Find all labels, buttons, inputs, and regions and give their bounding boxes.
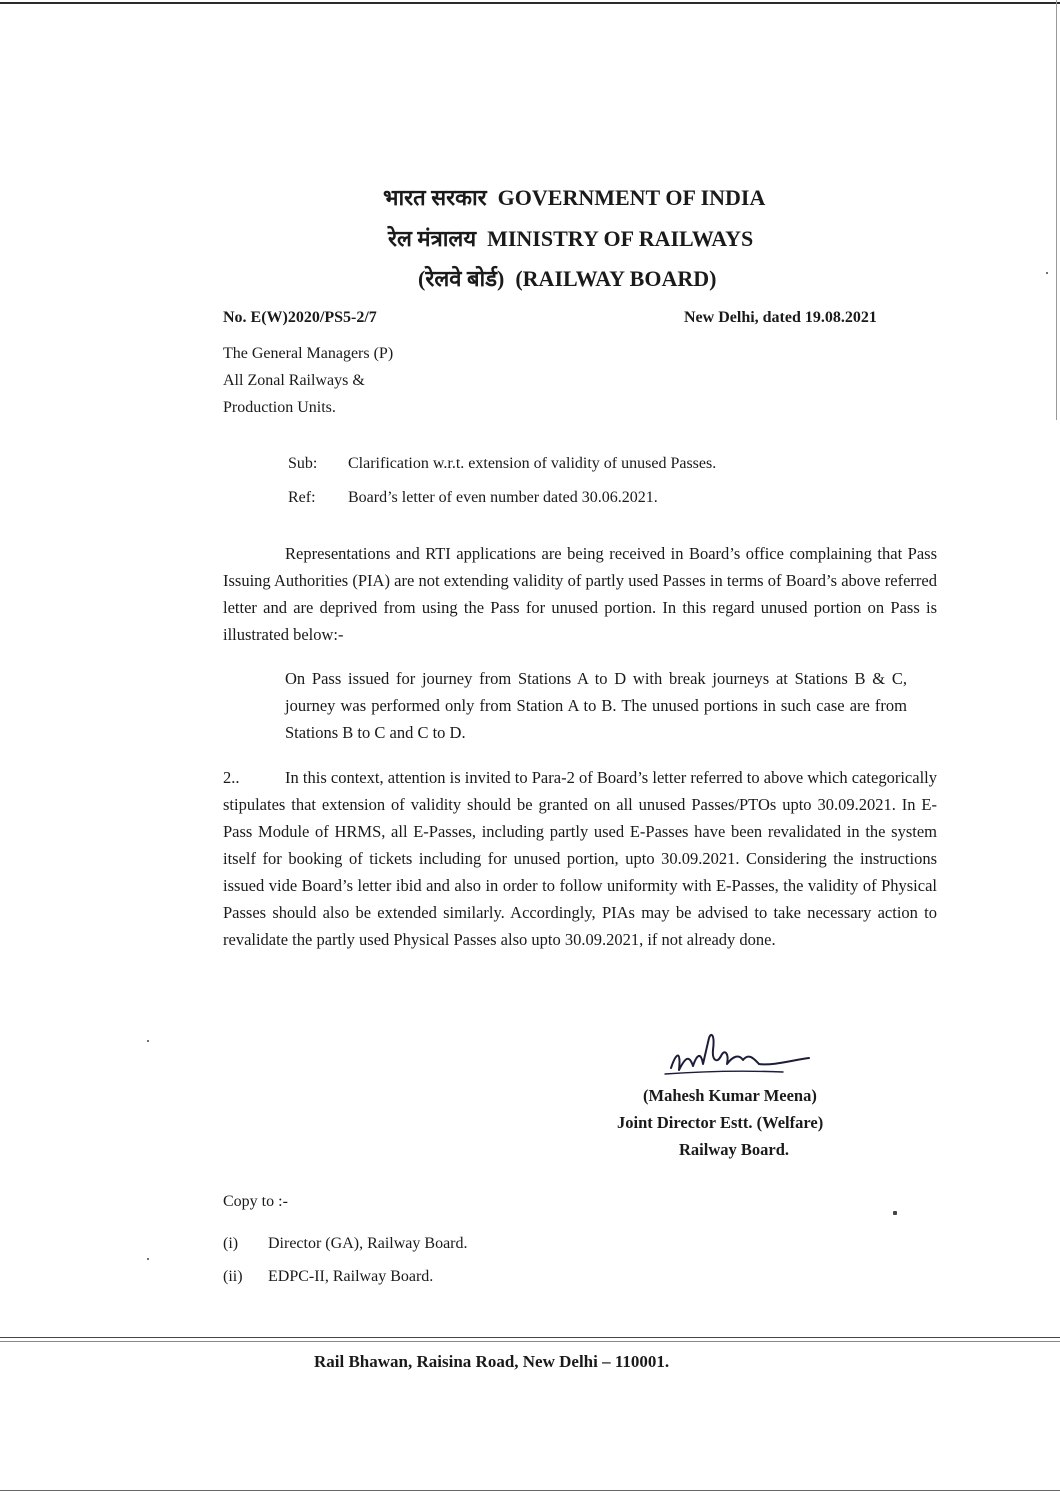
signatory-organisation: Railway Board.: [679, 1140, 790, 1159]
header-government: [383, 182, 1060, 212]
copy-item-text: EDPC-II, Railway Board.: [268, 1268, 434, 1285]
scan-speck: [1046, 272, 1048, 274]
copy-item-text: Director (GA), Railway Board.: [268, 1235, 468, 1252]
header-board: [418, 263, 1060, 293]
footer-divider: [0, 1341, 1060, 1342]
header-board-hindi: (रेलवे बोर्ड): [418, 266, 505, 291]
letter-date: New Delhi, dated 19.08.2021: [684, 309, 877, 326]
reference-label: Ref:: [288, 489, 316, 506]
paragraph-2: [223, 764, 937, 953]
addressee-line: Production Units.: [223, 399, 336, 416]
header-ministry-hindi: रेल मंत्रालय: [388, 226, 477, 251]
paragraph-2-text: In this context, attention is invited to Para-2 of Board’s letter referred to above which categorically stipulates that extension of validity should be granted on all unused Passes/PTOs upto 30.09.2021. In E-Pass Module of HRMS, all E-Passes, including partly used E-Passes have been revalidated in the system itself for booking of tickets including for unused portion, upto 30.09.2021. Considering the instructions issued vide Board’s letter ibid and also in order to follow uniformity with E-Passes, the validity of Physical Passes should also be extended similarly. Accordingly, PIAs may be advised to take necessary action to revalidate the partly used Physical Passes also upto 30.09.2021, if not already done.: [223, 768, 937, 949]
copy-item-number: (ii): [223, 1268, 243, 1285]
header-board-english: (RAILWAY BOARD): [515, 266, 717, 291]
scan-speck: [147, 1258, 149, 1260]
header-ministry-english: MINISTRY OF RAILWAYS: [487, 226, 754, 251]
copy-to-label: Copy to :-: [223, 1193, 288, 1210]
paragraph-2-number: 2..: [223, 768, 240, 787]
footer-divider: [0, 1337, 1060, 1338]
signatory-designation: Joint Director Estt. (Welfare): [617, 1113, 824, 1132]
signatory-name: (Mahesh Kumar Meena): [643, 1086, 817, 1105]
scan-speck: [147, 1040, 149, 1042]
header-government-hindi: भारत सरकार: [383, 185, 487, 210]
subject-text: Clarification w.r.t. extension of validity of unused Passes.: [348, 455, 717, 472]
illustration-paragraph: On Pass issued for journey from Stations A to D with break journeys at Stations B & C, journey was performed only from Station A to B. The unused portions in such case are from Stations B to C and C to D.: [285, 669, 907, 742]
subject-label: Sub:: [288, 455, 318, 472]
copy-item-number: (i): [223, 1235, 239, 1252]
paragraph-1: [223, 540, 937, 648]
footer-address: Rail Bhawan, Raisina Road, New Delhi – 110001.: [314, 1352, 670, 1371]
reference-number: No. E(W)2020/PS5-2/7: [223, 309, 377, 326]
header-government-english: GOVERNMENT OF INDIA: [497, 185, 766, 210]
header-ministry: [388, 223, 1060, 253]
reference-text: Board’s letter of even number dated 30.06.2021.: [348, 489, 658, 506]
handwritten-signature: [663, 1030, 813, 1090]
addressee-line: The General Managers (P): [223, 345, 394, 362]
scan-speck: [893, 1211, 897, 1215]
paragraph-1-text: Representations and RTI applications are being received in Board’s office complaining that Pass Issuing Authorities (PIA) are not extending validity of partly used Passes in terms of Board’s above referred letter and are deprived from using the Pass for unused portion. In this regard unused portion on Pass is illustrated below:-: [223, 544, 937, 644]
top-border-line: [0, 2, 1060, 4]
bottom-border-line: [0, 1490, 1060, 1491]
addressee-line: All Zonal Railways &: [223, 372, 365, 389]
